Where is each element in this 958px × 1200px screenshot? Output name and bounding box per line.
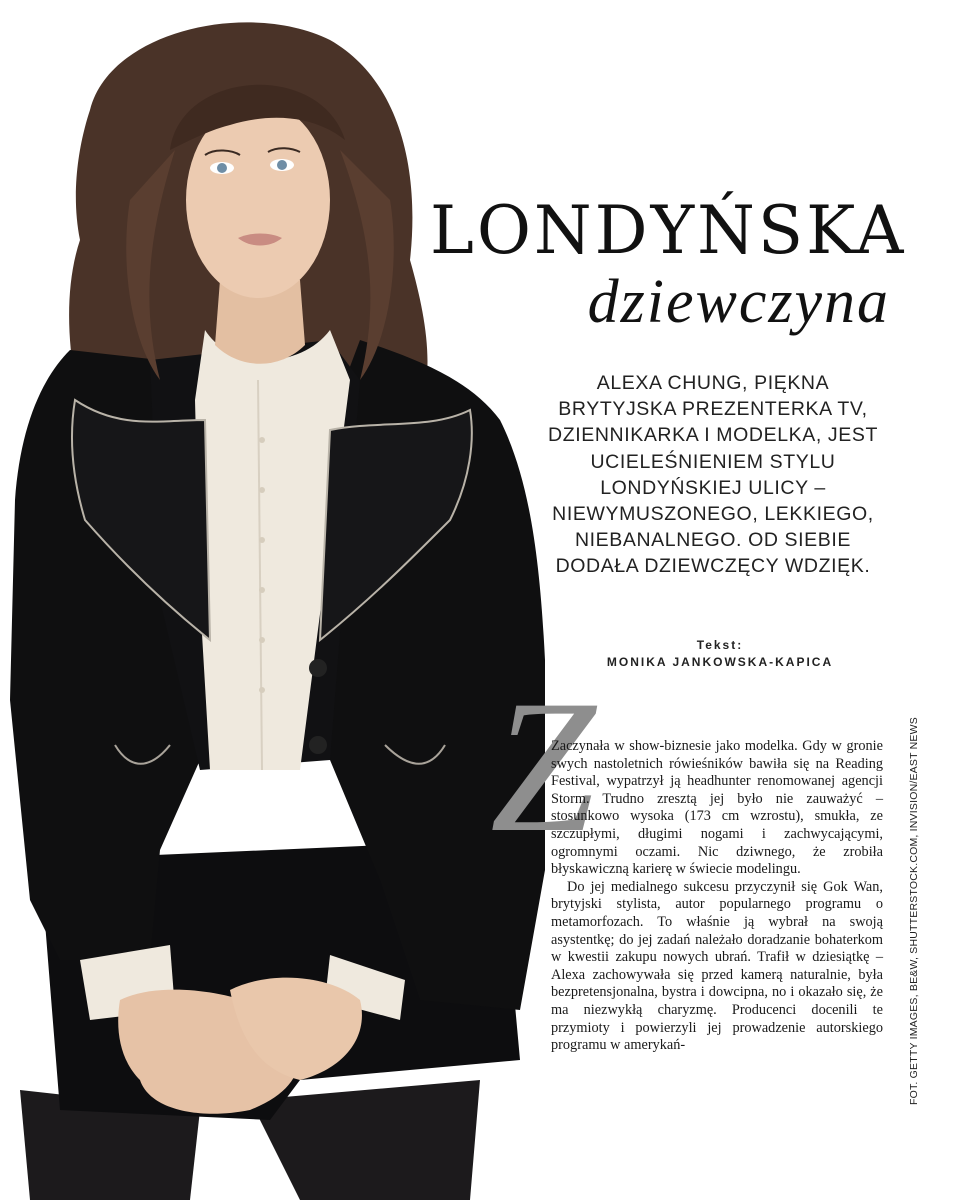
body-paragraph: Zaczynała w show-biznesie jako modelka. Gdy w gronie swych nastoletnich rówieśników bawiła się na Reading Festival, wypatrzył ją headhunter renomowanej agencji Storm. Trudno zresztą jej było nie zauważyć – stosunkowo wysoka (173 cm wzrostu), smukła, ze szczupłymi, długimi nogami i zachwycającymi, ogromnymi oczami. Nic dziwnego, że zrobiła błyskawiczną karierę w świecie modelingu.	[551, 738, 883, 878]
photo-credit: FOT. GETTY IMAGES, BE&W, SHUTTERSTOCK.COM, INVISION/EAST NEWS	[908, 717, 920, 1105]
drop-cap-letter: Z	[490, 690, 596, 840]
article-lead: ALEXA CHUNG, PIĘKNA BRYTYJSKA PREZENTERKA TV, DZIENNIKARKA I MODELKA, JEST UCIELEŚNIENIEM STYLU LONDYŃSKIEJ ULICY – NIEWYMUSZONEGO, LEKKIEGO, NIEBANALNEGO. OD SIEBIE DODAŁA DZIEWCZĘCY WDZIĘK.	[548, 372, 878, 578]
body-paragraph: Do jej medialnego sukcesu przyczynił się Gok Wan, brytyjski stylista, autor popularnego programu o metamorfozach. To właśnie ją wybrał na swoją asystentkę; do jej zadań należało doradzanie bohaterkom w kwestii zakupu nowych ubrań. Trafił w dziesiątkę – Alexa zachowywała się przed kamerą naturalnie, była bezpretensjonalna, bystra i dowcipna, no i okazało się, że ma niezwykłą charyzmę. Producenci docenili te przymioty i powierzyli jej prowadzenie autorskiego programu w amerykań-	[551, 878, 883, 1054]
article-subtitle: dziewczyna	[587, 268, 890, 336]
article-body	[551, 738, 883, 1055]
author-name: MONIKA JANKOWSKA-KAPICA	[606, 655, 834, 669]
author-label: Tekst:	[696, 638, 744, 652]
article-title: LONDYŃSKA	[430, 192, 907, 269]
